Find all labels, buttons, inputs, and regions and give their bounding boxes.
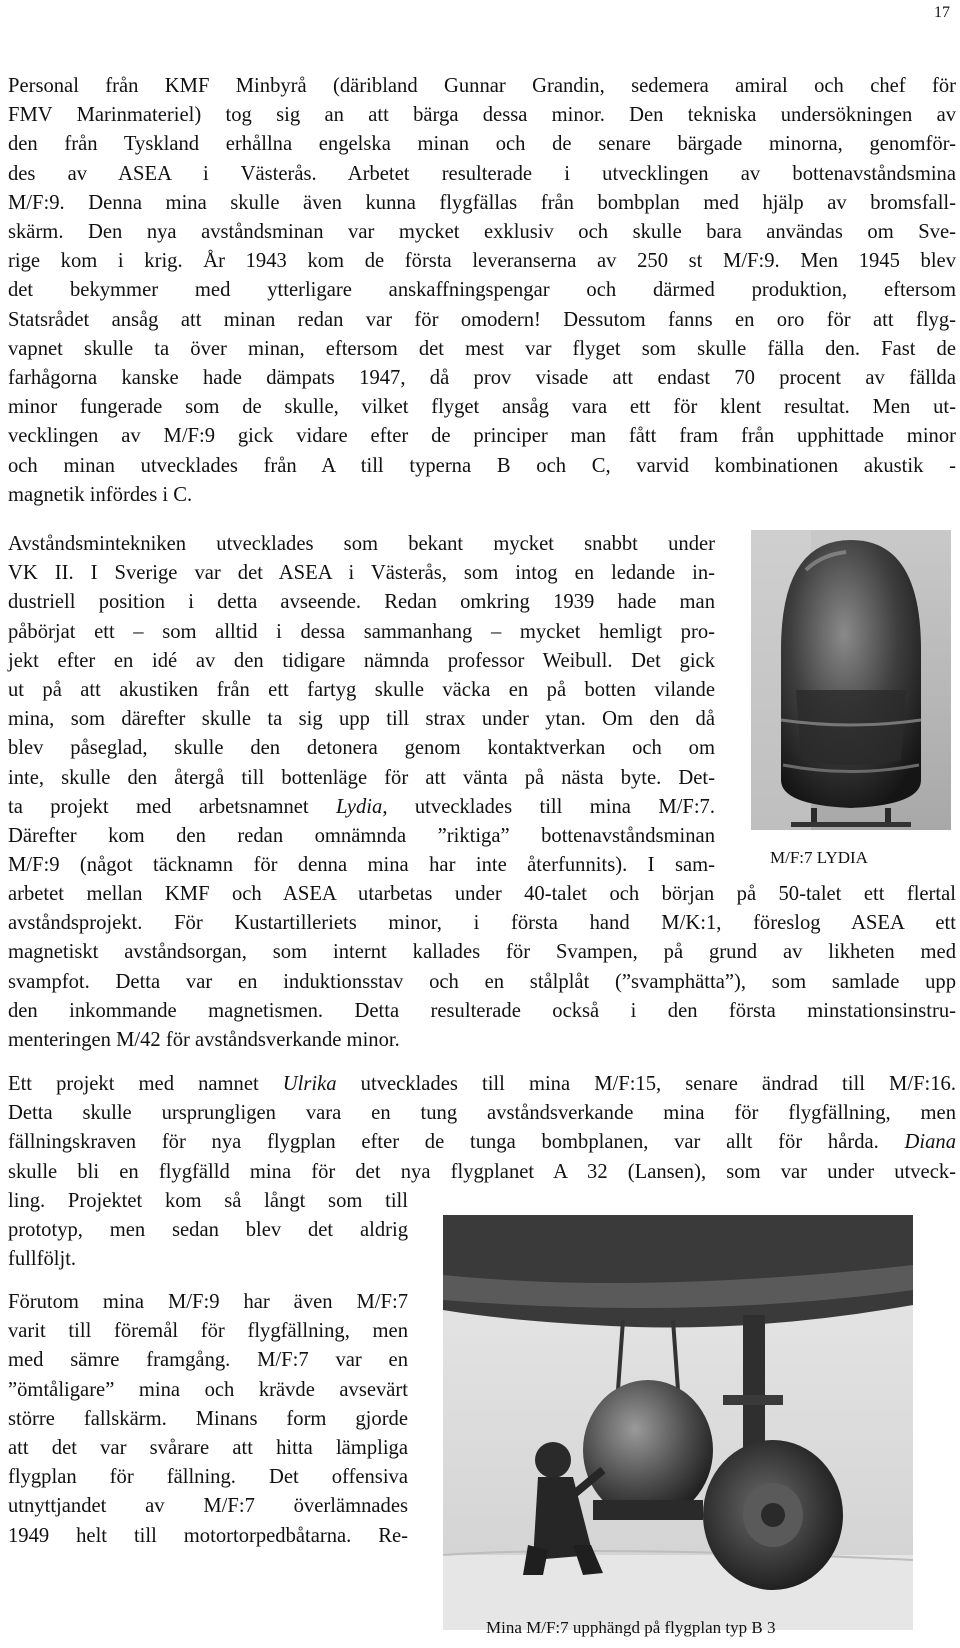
paragraph-1-line: och minan utvecklades från A till typerna B och C, varvid kombinationen akustik - <box>8 454 956 477</box>
paragraph-3-line: fullföljt. <box>8 1248 77 1271</box>
paragraph-4-line: att det var svårare att hitta lämpliga <box>8 1437 408 1460</box>
lydia-mine-illustration <box>751 530 951 830</box>
paragraph-3-line-text: Ett projekt med namnet <box>8 1073 283 1095</box>
paragraph-1-line: det bekymmer med ytterligare anskaffningspengar och därmed produktion, eftersom <box>8 279 956 302</box>
paragraph-1-line: minor fungerade som de skulle, vilket flyget ansåg vara ett för klent resultat. Men ut- <box>8 396 956 419</box>
paragraph-4-line: utnyttjandet av M/F:7 överlämnades <box>8 1495 408 1518</box>
paragraph-1-line: den från Tyskland erhållna engelska minan och de senare bärgade minorna, genomför- <box>8 133 956 156</box>
paragraph-1-line: vapnet skulle ta över minan, eftersom det mest var flyget som skulle fälla den. Fast de <box>8 337 956 360</box>
paragraph-2-line: VK II. I Sverige var det ASEA i Västerås, som intog en ledande in- <box>8 562 715 585</box>
paragraph-2-line: inte, skulle den återgå till bottenläge för att vänta på nästa byte. Det- <box>8 766 715 789</box>
paragraph-4-line: med sämre framgång. M/F:7 var en <box>8 1349 408 1372</box>
paragraph-1-line: farhågorna kanske hade dämpats 1947, då prov visade att endast 70 procent av fällda <box>8 367 956 390</box>
paragraph-4-line: 1949 helt till motortorpedbåtarna. Re- <box>8 1524 408 1547</box>
paragraph-2-line: påbörjat ett – som alltid i dessa sammanhang – mycket hemligt pro- <box>8 620 715 643</box>
lydia-mine-photo <box>751 530 951 830</box>
paragraph-2-narrow <box>8 530 715 880</box>
paragraph-4-line: flygplan för fällning. Det offensiva <box>8 1466 408 1489</box>
paragraph-3-line-text: utvecklades till mina M/F:15, senare ändrad till M/F:16. <box>336 1073 956 1095</box>
paragraph-2-line-text: ta projekt med arbetsnamnet <box>8 795 337 818</box>
paragraph-2-line: jekt efter en idé av den tidigare nämnda professor Weibull. Det gick <box>8 649 715 672</box>
paragraph-1-line: skärm. Den nya avståndsminan var mycket exklusiv och skulle bara användas om Sve- <box>8 221 956 244</box>
paragraph-1 <box>8 72 956 510</box>
paragraph-4-narrow <box>8 1288 408 1551</box>
paragraph-3-line: ling. Projektet kom så långt som till <box>8 1190 408 1212</box>
page-number: 17 <box>934 4 950 21</box>
paragraph-3-line-text: fällningskraven för nya flygplan efter de tunga bombplanen, var allt för hårda. <box>8 1131 905 1154</box>
paragraph-2-line: menteringen M/42 för avståndsverkande minor. <box>8 1029 400 1052</box>
paragraph-3 <box>8 1070 956 1187</box>
paragraph-2-line: dustriell position i detta avseende. Redan omkring 1939 hade man <box>8 591 715 614</box>
paragraph-2-line: M/F:9 (något täcknamn för denna mina har inte återfunnits). I sam- <box>8 854 715 877</box>
paragraph-2-line: den inkommande magnetismen. Detta resulterade också i den första minstationsinstru- <box>8 999 956 1022</box>
paragraph-2-line: avståndsprojekt. För Kustartilleriets minor, i första hand M/K:1, föreslog ASEA ett <box>8 912 956 935</box>
paragraph-1-line: des av ASEA i Västerås. Arbetet resulterade i utvecklingen av bottenavståndsmina <box>8 162 956 185</box>
paragraph-2-line: Därefter kom den redan omnämnda ”riktiga” bottenavståndsminan <box>8 825 715 848</box>
paragraph-2-line <box>8 793 715 822</box>
paragraph-4-line: varit till föremål för flygfällning, men <box>8 1320 408 1343</box>
paragraph-4-line: Förutom mina M/F:9 har även M/F:7 <box>8 1291 408 1313</box>
aircraft-mine-illustration <box>443 1215 913 1630</box>
lydia-name: Lydia <box>336 795 383 818</box>
paragraph-1-line: Statsrådet ansåg att minan redan var för omodern! Dessutom fanns en oro för att flyg- <box>8 308 956 331</box>
ulrika-name: Ulrika <box>282 1073 337 1095</box>
lydia-caption: M/F:7 LYDIA <box>770 848 868 867</box>
aircraft-caption: Mina M/F:7 upphängd på flygplan typ B 3 <box>486 1618 776 1637</box>
paragraph-2-line: arbetet mellan KMF och ASEA utarbetas under 40-talet och början på 50-talet ett flertal <box>8 883 956 905</box>
paragraph-3-line: prototyp, men sedan blev det aldrig <box>8 1219 408 1242</box>
paragraph-4-line: större fallskärm. Minans form gjorde <box>8 1407 408 1430</box>
paragraph-2-line: Avståndsmintekniken utvecklades som bekant mycket snabbt under <box>8 533 715 555</box>
paragraph-2-line-text: , utvecklades till mina M/F:7. <box>382 795 715 818</box>
paragraph-1-line: M/F:9. Denna mina skulle även kunna flygfällas från bombplan med hjälp av bromsfall- <box>8 191 956 214</box>
paragraph-1-line: vecklingen av M/F:9 gick vidare efter de principer man fått fram från upphittade minor <box>8 425 956 448</box>
paragraph-1-line: magnetik infördes i C. <box>8 483 193 506</box>
paragraph-3-narrow <box>8 1187 408 1275</box>
aircraft-mine-photo <box>443 1215 913 1630</box>
paragraph-3-line: Detta skulle ursprungligen vara en tung avståndsverkande mina för flygfällning, men <box>8 1102 956 1125</box>
paragraph-3-line <box>8 1070 956 1099</box>
paragraph-2-line: blev påseglad, skulle den detonera genom kontaktverkan och om <box>8 737 715 760</box>
diana-name: Diana <box>904 1131 956 1154</box>
paragraph-1-line: Personal från KMF Minbyrå (däribland Gunnar Grandin, sedemera amiral och chef för <box>8 75 956 97</box>
paragraph-4-line: ”ömtåligare” mina och krävde avsevärt <box>8 1378 408 1401</box>
paragraph-2-line: magnetiskt avståndsorgan, som internt kallades för Svampen, på grund av likheten med <box>8 941 956 964</box>
paragraph-2-line: mina, som därefter skulle ta sig upp till strax under ytan. Om den då <box>8 708 715 731</box>
paragraph-2-full <box>8 880 956 1055</box>
paragraph-2-line: ut på att akustiken från ett fartyg skulle väcka en på botten vilande <box>8 679 715 702</box>
paragraph-2-line: svampfot. Detta var en induktionsstav och en stålplåt (”svamphätta”), som samlade upp <box>8 970 956 993</box>
paragraph-3-line: skulle bli en flygfälld mina för det nya flygplanet A 32 (Lansen), som var under utveck- <box>8 1160 956 1183</box>
paragraph-1-line: FMV Marinmateriel) tog sig an att bärga dessa minor. Den tekniska undersökningen av <box>8 104 956 127</box>
paragraph-3-line <box>8 1128 956 1157</box>
paragraph-1-line: rige kom i krig. År 1943 kom de första leveranserna av 250 st M/F:9. Men 1945 blev <box>8 250 956 273</box>
